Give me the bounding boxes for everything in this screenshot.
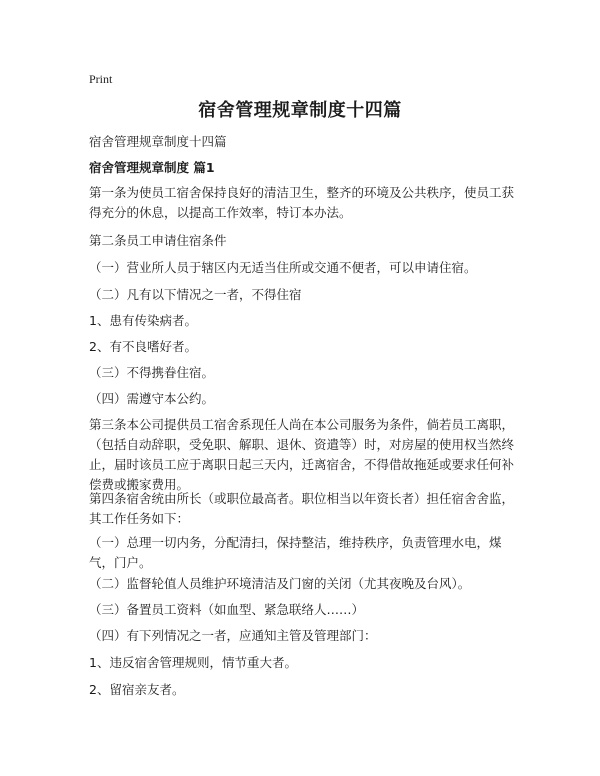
paragraph-item: 2、有不良嗜好者。 [89, 339, 197, 354]
paragraph-item: （四）需遵守本公约。 [89, 391, 215, 406]
paragraph-item: （一）总理一切内务，分配清扫，保持整洁，维持秩序，负责管理水电，煤气，门户。 [89, 535, 502, 570]
paragraph-item: 1、违反宿舍管理规则，情节重大者。 [89, 655, 297, 670]
document-subtitle: 宿舍管理规章制度十四篇 [89, 134, 227, 149]
paragraph-article-4: 第四条宿舍统由所长（或职位最高者。职位相当以年资长者）担任宿舍舍监，其工作任务如下： [89, 491, 515, 526]
paragraph-item: 2、留宿亲友者。 [89, 682, 185, 697]
paragraph-item: （一）营业所人员于辖区内无适当住所或交通不便者，可以申请住宿。 [89, 260, 477, 275]
paragraph-item: （三）备置员工资料（如血型、紧急联络人……） [89, 602, 365, 617]
section-heading: 宿舍管理规章制度 篇1 [89, 160, 215, 175]
paragraph-item: 1、患有传染病者。 [89, 313, 197, 328]
paragraph-article-3: 第三条本公司提供员工宿舍系现任人尚在本公司服务为条件，倘若员工离职，（包括自动辞职，受免职、解职、退休、资遣等）时，对房屋的使用权当然终止，届时该员工应于离职日起三天内，迁离宿舍，不得借故拖延或要求任何补偿费或搬家费用。 [89, 417, 515, 492]
paragraph-item: （三）不得携眷住宿。 [89, 365, 215, 380]
paragraph-item: （二）监督轮值人员维护环境清洁及门窗的关闭（尤其夜晚及台风）。 [89, 576, 471, 591]
paragraph-item: （二）凡有以下情况之一者，不得住宿 [89, 287, 302, 302]
paragraph-item: （四）有下列情况之一者，应通知主管及管理部门： [89, 628, 377, 643]
paragraph-article-2: 第二条员工申请住宿条件 [89, 233, 227, 248]
print-link[interactable]: Print [89, 72, 113, 86]
paragraph-article-1: 第一条为使员工宿舍保持良好的清洁卫生，整齐的环境及公共秩序，使员工获得充分的休息，以提高工作效率，特订本办法。 [89, 185, 515, 220]
document-title: 宿舍管理规章制度十四篇 [198, 100, 402, 121]
